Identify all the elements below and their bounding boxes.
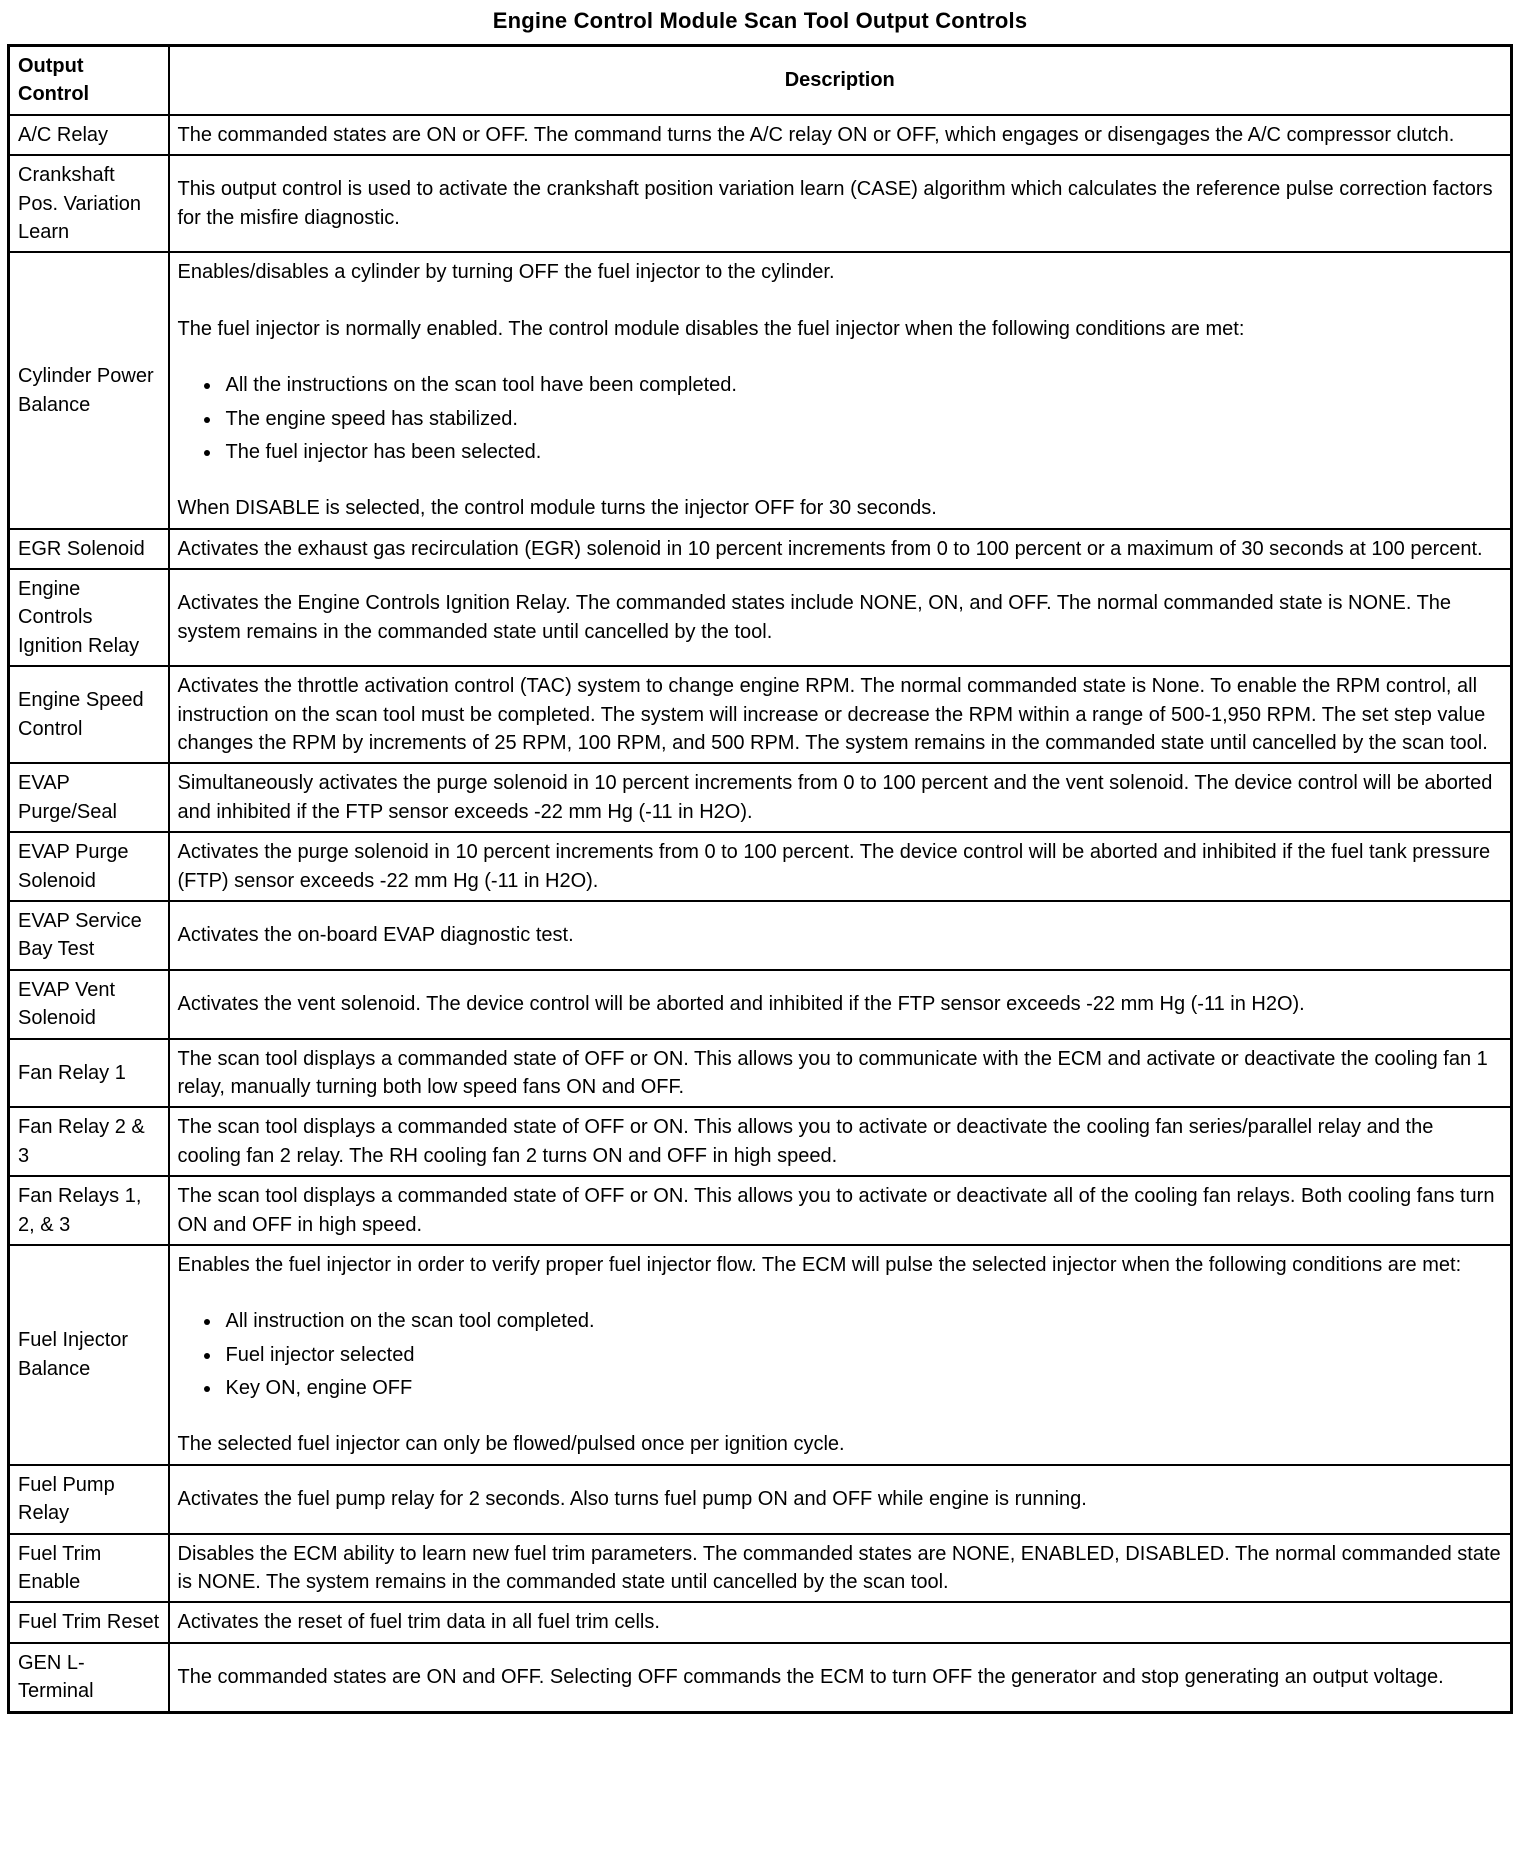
output-control-cell: Crankshaft Pos. Variation Learn bbox=[9, 155, 169, 252]
table-row bbox=[9, 1602, 1512, 1642]
description-cell bbox=[169, 1465, 1512, 1534]
output-control-cell: A/C Relay bbox=[9, 115, 169, 155]
table-row bbox=[9, 1107, 1512, 1176]
output-control-cell: Cylinder Power Balance bbox=[9, 252, 169, 528]
bullet-item: • All instruction on the scan tool completed. bbox=[222, 1307, 1503, 1335]
description-paragraph: The scan tool displays a commanded state of OFF or ON. This allows you to activate or deactivate all of the cooling fan relays. Both cooling fans turn ON and OFF in high speed. bbox=[177, 1185, 1495, 1236]
description-bullet-list bbox=[178, 1307, 1503, 1402]
description-cell bbox=[169, 569, 1512, 666]
description-paragraph: The scan tool displays a commanded state of OFF or ON. This allows you to communicate with the ECM and activate or deactivate the cooling fan 1 relay, manually turning both low speed fans ON and OFF. bbox=[177, 1047, 1488, 1098]
description-paragraph: Activates the throttle activation control (TAC) system to change engine RPM. The normal commanded state is None. To enable the RPM control, all instruction on the scan tool must be completed. The system will increase or decrease the RPM within a range of 500-1,950 RPM. The set step value changes the RPM by increments of 25 RPM, 100 RPM, and 500 RPM. The system remains in the commanded state until cancelled by the scan tool. bbox=[177, 675, 1488, 755]
table-row bbox=[9, 970, 1512, 1039]
table-row bbox=[9, 252, 1512, 528]
description-paragraph: Activates the purge solenoid in 10 percent increments from 0 to 100 percent. The device control will be aborted and inhibited if the fuel tank pressure (FTP) sensor exceeds -22 mm Hg (-11 in H2O). bbox=[177, 841, 1491, 892]
output-controls-table bbox=[7, 44, 1513, 1714]
description-paragraph: Enables the fuel injector in order to verify proper fuel injector flow. The ECM will pulse the selected injector when the following conditions are met: bbox=[177, 1253, 1462, 1276]
output-control-cell: GEN L-Terminal bbox=[9, 1643, 169, 1712]
table-row bbox=[9, 1643, 1512, 1712]
description-cell bbox=[169, 763, 1512, 832]
description-paragraph: Enables/disables a cylinder by turning OFF the fuel injector to the cylinder. bbox=[177, 261, 835, 284]
table-row bbox=[9, 832, 1512, 901]
output-control-cell: EVAP Service Bay Test bbox=[9, 901, 169, 970]
description-paragraph: The fuel injector is normally enabled. The control module disables the fuel injector when the following conditions are met: bbox=[177, 317, 1245, 340]
table-body bbox=[9, 115, 1512, 1712]
table-row bbox=[9, 1245, 1512, 1465]
table-row bbox=[9, 529, 1512, 569]
output-control-cell: EVAP Purge Solenoid bbox=[9, 832, 169, 901]
description-cell bbox=[169, 1602, 1512, 1642]
description-paragraph: Activates the vent solenoid. The device control will be aborted and inhibited if the FTP sensor exceeds -22 mm Hg (-11 in H2O). bbox=[177, 992, 1305, 1015]
description-cell bbox=[169, 252, 1512, 528]
output-control-cell: Fuel Trim Enable bbox=[9, 1534, 169, 1603]
description-cell bbox=[169, 529, 1512, 569]
bullet-item: • The engine speed has stabilized. bbox=[222, 405, 1503, 433]
description-paragraph: The commanded states are ON and OFF. Selecting OFF commands the ECM to turn OFF the generator and stop generating an output voltage. bbox=[177, 1665, 1444, 1688]
table-header-row bbox=[9, 46, 1512, 115]
description-paragraph: Activates the exhaust gas recirculation (EGR) solenoid in 10 percent increments from 0 to 100 percent or a maximum of 30 seconds at 100 percent. bbox=[177, 537, 1483, 560]
description-cell bbox=[169, 1176, 1512, 1245]
description-cell bbox=[169, 1534, 1512, 1603]
description-paragraph: Activates the Engine Controls Ignition Relay. The commanded states include NONE, ON, and OFF. The normal commanded state is NONE. The system remains in the commanded state until cancelled by the tool. bbox=[177, 592, 1452, 643]
description-paragraph: When DISABLE is selected, the control module turns the injector OFF for 30 seconds. bbox=[177, 497, 937, 520]
page-title: Engine Control Module Scan Tool Output Controls bbox=[492, 8, 1028, 33]
output-control-cell: Engine Speed Control bbox=[9, 666, 169, 763]
output-control-cell: Fan Relays 1, 2, & 3 bbox=[9, 1176, 169, 1245]
description-cell bbox=[169, 1107, 1512, 1176]
output-control-cell: EVAP Purge/Seal bbox=[9, 763, 169, 832]
output-control-cell: Fuel Injector Balance bbox=[9, 1245, 169, 1465]
table-row bbox=[9, 115, 1512, 155]
table-row bbox=[9, 1465, 1512, 1534]
description-paragraph: The scan tool displays a commanded state of OFF or ON. This allows you to activate or deactivate the cooling fan series/parallel relay and the cooling fan 2 relay. The RH cooling fan 2 turns ON and OFF in high speed. bbox=[177, 1116, 1434, 1167]
description-paragraph: Activates the fuel pump relay for 2 seconds. Also turns fuel pump ON and OFF while engine is running. bbox=[177, 1488, 1087, 1511]
table-row bbox=[9, 155, 1512, 252]
description-cell bbox=[169, 1039, 1512, 1108]
description-cell bbox=[169, 901, 1512, 970]
table-row bbox=[9, 1039, 1512, 1108]
output-control-cell: EVAP Vent Solenoid bbox=[9, 970, 169, 1039]
description-cell bbox=[169, 970, 1512, 1039]
description-paragraph: Simultaneously activates the purge solenoid in 10 percent increments from 0 to 100 percent and the vent solenoid. The device control will be aborted and inhibited if the FTP sensor exceeds -22 mm Hg (-11 in H2O). bbox=[177, 772, 1493, 823]
description-paragraph: Activates the on-board EVAP diagnostic test. bbox=[177, 924, 574, 947]
output-control-cell: Fuel Trim Reset bbox=[9, 1602, 169, 1642]
bullet-item: • Key ON, engine OFF bbox=[222, 1374, 1503, 1402]
table-row bbox=[9, 763, 1512, 832]
output-control-cell: Fan Relay 1 bbox=[9, 1039, 169, 1108]
table-row bbox=[9, 1534, 1512, 1603]
description-cell bbox=[169, 1245, 1512, 1465]
description-paragraph: This output control is used to activate the crankshaft position variation learn (CASE) algorithm which calculates the reference pulse correction factors for the misfire diagnostic. bbox=[177, 178, 1493, 229]
description-cell bbox=[169, 155, 1512, 252]
description-cell bbox=[169, 115, 1512, 155]
output-control-cell: Engine Controls Ignition Relay bbox=[9, 569, 169, 666]
output-control-cell: Fuel Pump Relay bbox=[9, 1465, 169, 1534]
description-bullet-list bbox=[178, 371, 1503, 466]
description-paragraph: The selected fuel injector can only be flowed/pulsed once per ignition cycle. bbox=[177, 1433, 845, 1456]
output-control-cell: Fan Relay 2 & 3 bbox=[9, 1107, 169, 1176]
output-control-cell: EGR Solenoid bbox=[9, 529, 169, 569]
column-header-description: Description bbox=[169, 46, 1512, 115]
description-paragraph: Activates the reset of fuel trim data in all fuel trim cells. bbox=[177, 1611, 660, 1634]
description-paragraph: Disables the ECM ability to learn new fuel trim parameters. The commanded states are NONE, ENABLED, DISABLED. The normal commanded state is NONE. The system remains in the commanded state until cancelled by the scan tool. bbox=[177, 1542, 1501, 1594]
description-paragraph: The commanded states are ON or OFF. The command turns the A/C relay ON or OFF, which engages or disengages the A/C compressor clutch. bbox=[177, 123, 1455, 146]
bullet-item: • Fuel injector selected bbox=[222, 1341, 1503, 1369]
description-cell bbox=[169, 666, 1512, 763]
table-row bbox=[9, 901, 1512, 970]
description-cell bbox=[169, 1643, 1512, 1712]
column-header-output-control: Output Control bbox=[9, 46, 169, 115]
bullet-item: • The fuel injector has been selected. bbox=[222, 438, 1503, 466]
bullet-item: • All the instructions on the scan tool have been completed. bbox=[222, 371, 1503, 399]
table-row bbox=[9, 569, 1512, 666]
table-row bbox=[9, 1176, 1512, 1245]
table-row bbox=[9, 666, 1512, 763]
description-cell bbox=[169, 832, 1512, 901]
